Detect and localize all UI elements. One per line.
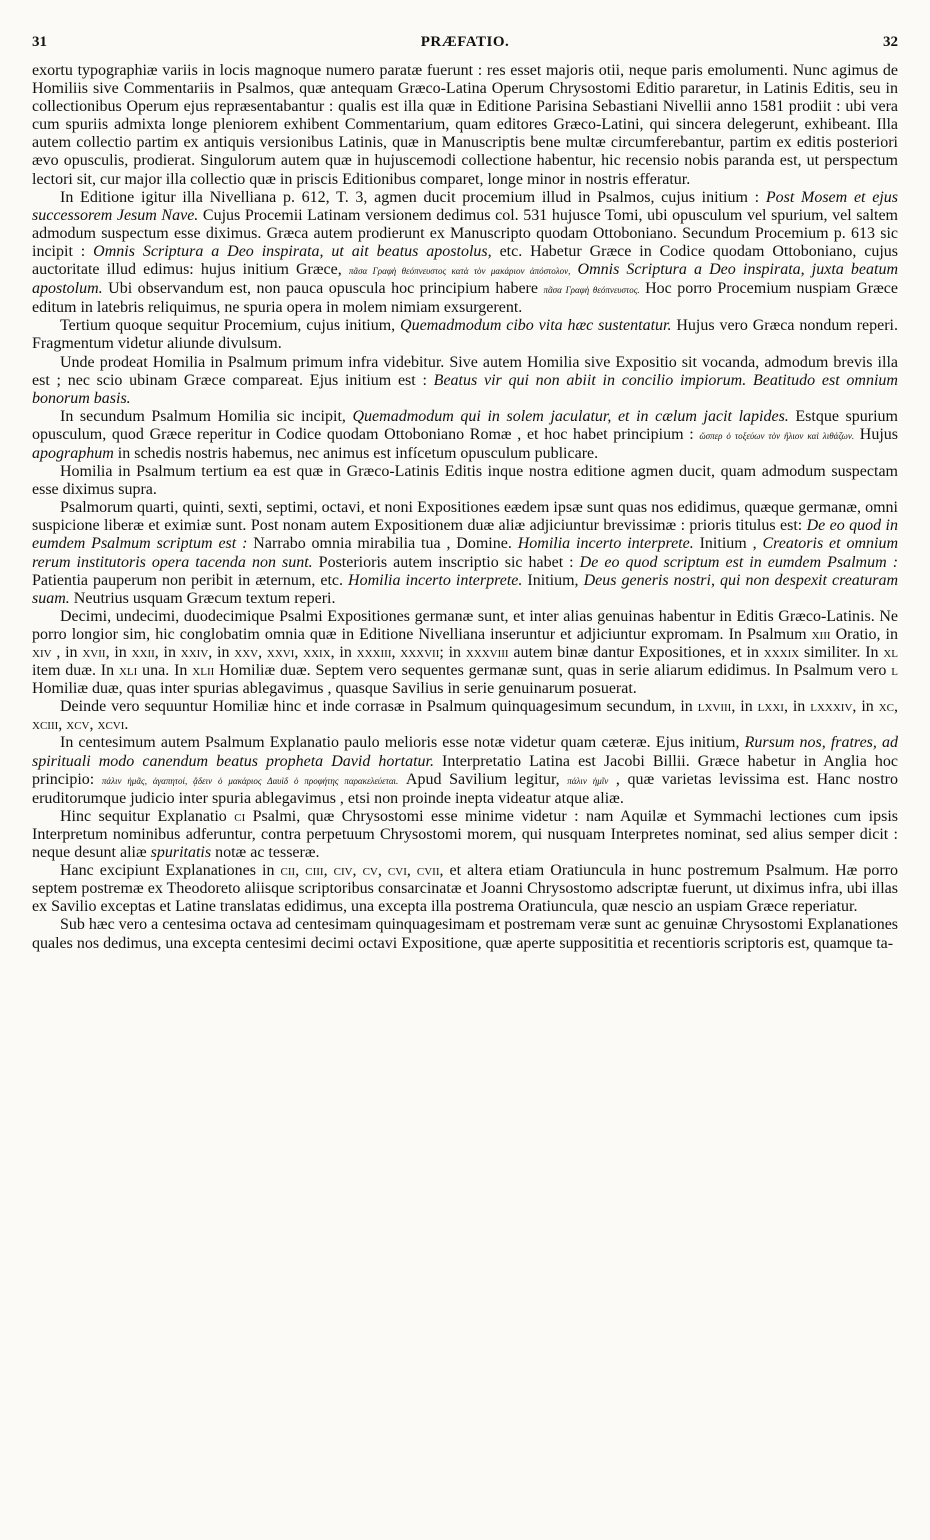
italic-span: Beatus vir qui non abiit in concilio impiorum. Beatitudo est omnium bonorum basis. xyxy=(32,371,898,407)
body-text xyxy=(32,62,898,953)
running-header xyxy=(32,34,898,56)
italic-span: apographum xyxy=(32,444,114,462)
roman-numeral-span: lxxxiv xyxy=(810,698,853,716)
text-span: , in xyxy=(852,698,879,716)
text-span: , in xyxy=(330,644,357,661)
text-span: Homiliæ duæ, quas inter spurias ablegavimus , quasque Savilius in serie genuinarum posuerat. xyxy=(32,680,637,698)
roman-numeral-span: xiii xyxy=(811,625,831,643)
italic-span: Omnis Scriptura a Deo inspirata, ut ait beatus apostolus, xyxy=(93,242,492,260)
roman-numeral-span: xxii xyxy=(131,644,155,661)
text-span: . xyxy=(124,716,129,734)
text-span: etc. Habetur Græce in Codice quodam Ottoboniano, cujus auctoritate illud edimus: hujus initium Græce, xyxy=(32,242,899,279)
text-span: Initium, xyxy=(522,571,584,589)
roman-numeral-span: xxxiii, xxxvii xyxy=(356,644,440,661)
text-span: notæ ac tesseræ. xyxy=(211,844,320,862)
text-span xyxy=(570,261,577,278)
text-span: , in xyxy=(51,644,83,661)
text-span: Apud Savilium legitur, xyxy=(398,770,568,788)
text-span: Deinde vero sequuntur Homiliæ hinc et inde corrasæ in Psalmum quinquagesimum secundum, in xyxy=(60,698,698,716)
roman-numeral-span: xli xyxy=(118,662,138,680)
paragraph xyxy=(32,608,898,698)
greek-span: πάλιν ἡμῖν xyxy=(567,775,609,786)
text-span: Cujus Procemii Latinam versionem dedimus col. 531 hujusce Tomi, ubi opusculum vel spurium, vel saltem admodum suspectum esse diximus. Græca autem prodierunt ex Manuscripto quodam Ottoboniano. Secundum Procemium p. 613 sic incipit : xyxy=(32,206,899,260)
text-span: ; in xyxy=(439,644,466,661)
text-span: Hoc porro Procemium nuspiam Græce editum in latebris reliquimus, ne spuria opera in molem nimiam exsurgerent. xyxy=(32,280,898,317)
text-span: Hujus vero Græca nondum reperi. Fragmentum videtur aliunde divulsum. xyxy=(32,317,898,353)
text-span: , in xyxy=(783,698,811,716)
text-span: Hujus xyxy=(854,425,898,443)
paragraph xyxy=(32,408,898,463)
text-span: Hanc excipiunt Explanationes in xyxy=(60,862,281,880)
text-span: Homilia in Psalmum tertium ea est quæ in Græco-Latinis Editis inque nostra editione agmen ducit, quam admodum suspectam esse diximus supra. xyxy=(32,463,898,499)
italic-span: Post Mosem et ejus successorem Jesum Nave. xyxy=(32,188,898,224)
text-span: item duæ. In xyxy=(32,662,119,680)
text-span: Estque spurium opusculum, quod Græce reperitur in Codice quodam Ottoboniano Romæ , et hoc habet principium : xyxy=(32,407,898,443)
page-number-right: 32 xyxy=(883,34,898,50)
roman-numeral-span: xc, xciii, xcv, xcvi xyxy=(32,698,899,734)
paragraph xyxy=(32,354,898,408)
text-span: Decimi, undecimi, duodecimique Psalmi Expositiones germanæ sunt, et inter alias genuinas habentur in Editis Græco-Latinis. Ne porro longior sim, hic conglobatim omnia quæ in Editione Nivelliana inseruntur et adjiciuntur expromam. In Psalmum xyxy=(32,607,898,643)
text-span: , in xyxy=(105,644,132,661)
text-span: Patientia pauperum non peribit in æternum, etc. xyxy=(32,571,349,589)
roman-numeral-span: ci xyxy=(234,807,246,825)
italic-span: Quemadmodum qui in solem jaculatur, et in cælum jacit lapides. xyxy=(352,407,789,425)
paragraph xyxy=(32,62,898,189)
text-span: , in xyxy=(208,644,235,661)
greek-span: πᾶσα Γραφὴ θεόπνευστος. xyxy=(543,285,640,296)
text-span: , in xyxy=(731,698,758,716)
page-number-left: 31 xyxy=(32,34,47,50)
paragraph xyxy=(32,499,898,608)
text-span: Hinc sequitur Explanatio xyxy=(60,807,235,825)
italic-span: Quemadmodum cibo vita hæc sustentatur. xyxy=(400,317,672,335)
roman-numeral-span: xxv, xxvi, xxix xyxy=(234,644,331,661)
italic-span: Deus generis nostri, qui non despexit creaturam suam. xyxy=(32,571,899,607)
greek-span: πᾶσα Γραφὴ θεόπνευστος κατὰ τὸν μακάριον ἀπόστολον, xyxy=(348,266,571,277)
text-span: Neutrius usquam Græcum textum reperi. xyxy=(69,589,336,607)
roman-numeral-span: xxxviii xyxy=(465,644,509,661)
text-span: Psalmi, quæ Chrysostomi esse minime videtur : nam Aquilæ et Symmachi lectiones cum ipsis Interpretum nominibus adferuntur, contra perpetuum Chrysostomi morem, qui nusquam Interpretes nominat, sed alius semper dicit : neque desunt aliæ xyxy=(32,807,898,862)
greek-span: ὥσπερ ὁ τοξεύων τὸν ἥλιον καὶ λιθάζων. xyxy=(699,430,855,441)
paragraph xyxy=(32,916,898,952)
roman-numeral-span: xlii xyxy=(192,662,215,680)
italic-span: Homilia incerto interprete. xyxy=(517,535,694,553)
roman-numeral-span: xxiv xyxy=(180,644,209,661)
paragraph xyxy=(32,862,898,916)
italic-span: Rursum nos, fratres, ad spirituali modo canendum beatus propheta David hortatur. xyxy=(32,734,898,770)
text-span: Unde prodeat Homilia in Psalmum primum infra videbitur. Sive autem Homilia sive Expositio sit vocanda, admodum brevis illa est ; nec scio ubinam Græce compareat. Ejus initium est : xyxy=(32,353,898,389)
text-span: , in xyxy=(154,644,181,661)
text-span: exortu typographiæ variis in locis magnoque numero paratæ fuerunt : res esset majoris otii, neque paris emolumenti. Nunc agimus de Homiliis sive Commentariis in Psalmos, quæ antequam Græco-Latina Operum Chrysostomi Editio pararetur, in Latinis Editis, seu in collectionibus Operum ejus repræsentabantur : qualis est illa quæ in Editione Parisina Sebastiani Nivellii anno 1581 prodiit : ubi vera cum spuriis admixta longe pleniorem exhibent Commentarium, quam editores Græco-Latini, qui sincera delegerunt, exhibeant. Illa autem collectio partim ex antiquis versionibus Latinis, quæ in Manuscriptis bene multæ circumferebantur, partim ex editis posteriori ævo opusculis, prodierat. Singulorum autem quæ in hujuscemodi collectione habentur, hic recensio nobis paranda est, ut perspectum lectori sit, cur major illa collectio quæ in priscis Editionibus comparet, longe minor in nostris efferatur. xyxy=(32,62,898,188)
paragraph xyxy=(32,808,898,862)
roman-numeral-span: xiv xyxy=(32,644,52,661)
roman-numeral-span: xxxix xyxy=(763,644,800,661)
italic-span: Homilia incerto interprete. xyxy=(348,571,523,589)
roman-numeral-span: xvii xyxy=(82,644,106,661)
text-span: Initium , xyxy=(693,535,763,553)
italic-span: spuritatis xyxy=(150,844,212,862)
text-span: , quæ varietas levissima est. Hanc nostro eruditorumque judicio inter spuria ablegavimus , etsi non proinde inepta videatur atque aliæ. xyxy=(32,770,898,807)
paragraph xyxy=(32,734,898,807)
text-span: una. In xyxy=(137,662,193,680)
paragraph xyxy=(32,317,898,353)
text-span: In Editione igitur illa Nivelliana p. 612, T. 3, agmen ducit procemium illud in Psalmos, cujus initium : xyxy=(60,188,766,206)
italic-span: De eo quod in eumdem Psalmum scriptum est : xyxy=(32,517,899,553)
running-title: PRÆFATIO. xyxy=(420,34,510,50)
roman-numeral-span: lxxi xyxy=(757,698,784,716)
roman-numeral-span: xl xyxy=(883,644,898,661)
italic-span: Omnis Scriptura a Deo inspirata, juxta beatum apostolum. xyxy=(32,261,899,298)
text-span: Homiliæ duæ. Septem vero sequentes germanæ sunt, quas in serie aliarum edidimus. In Psalmum vero xyxy=(214,662,892,680)
text-span: in schedis nostris habemus, nec animus est infícetum opusculum publicare. xyxy=(113,444,599,462)
text-span: In secundum Psalmum Homilia sic incipit, xyxy=(60,407,353,425)
text-span: Psalmorum quarti, quinti, sexti, septimi, octavi, et noni Expositiones eædem ipsæ sunt quas nos edidimus, quæque germanæ, omni suspicione liberæ et eximiæ sunt. Post nonam autem Expositionem duæ aliæ adjiciuntur brevissimæ : prioris titulus est: xyxy=(32,499,898,535)
paragraph xyxy=(32,698,898,734)
text-span: , et altera etiam Oratiuncula in hunc postremum Psalmum. Hæ porro septem postremæ ex Theodoreto aliisque scriptoribus consarcinatæ et Joanni Chrysostomo adscriptæ fuerunt, ut diximus infra, ubi illas ex Savilio exceptas et Latine translatas edidimus, una excepta illa postrema Oratiuncula, quæ nescio an uspiam Græce reperiatur. xyxy=(32,862,899,916)
text-span: In centesimum autem Psalmum Explanatio paulo melioris esse notæ videtur quam cæteræ. Ejus initium, xyxy=(60,734,745,752)
paragraph xyxy=(32,463,898,499)
text-span: similiter. In xyxy=(799,644,884,661)
italic-span: Creatoris et omnium rerum institutoris opera tacenda non sunt. xyxy=(32,535,899,571)
roman-numeral-span: cii, ciii, civ, cv, cvi, cvii xyxy=(280,862,440,880)
text-span: Tertium quoque sequitur Procemium, cujus initium, xyxy=(60,317,401,335)
text-span: Ubi observandum est, non pauca opuscula hoc principium habere xyxy=(102,280,544,298)
text-span: Sub hæc vero a centesima octava ad centesimam quinquagesimam et postremam veræ sunt ac genuinæ Chrysostomi Explanationes quales nos dedimus, una excepta centesimi decimi octavi Expositione, quæ aperte supposititia et recentioris scriptoris est, quamque ta- xyxy=(32,916,899,952)
text-span: Posterioris autem inscriptio sic habet : xyxy=(312,553,580,571)
paragraph xyxy=(32,189,898,318)
roman-numeral-span: lxviii xyxy=(697,698,732,716)
greek-span: πάλιν ἡμᾶς, ἀγαπητοί, ᾄδειν ὁ μακάριος Δαυὶδ ὁ προφήτης παρακελεύεται. xyxy=(101,775,399,786)
roman-numeral-span: l xyxy=(891,662,899,680)
text-span: autem binæ dantur Expositiones, et in xyxy=(508,644,764,661)
text-span: Narrabo omnia mirabilia tua , Domine. xyxy=(247,535,518,553)
italic-span: De eo quod scriptum est in eumdem Psalmum : xyxy=(579,553,899,571)
text-span: Interpretatio Latina est Jacobi Billii. Græce habetur in Anglia hoc principio: xyxy=(32,752,898,788)
text-span: Oratio, in xyxy=(830,625,899,643)
